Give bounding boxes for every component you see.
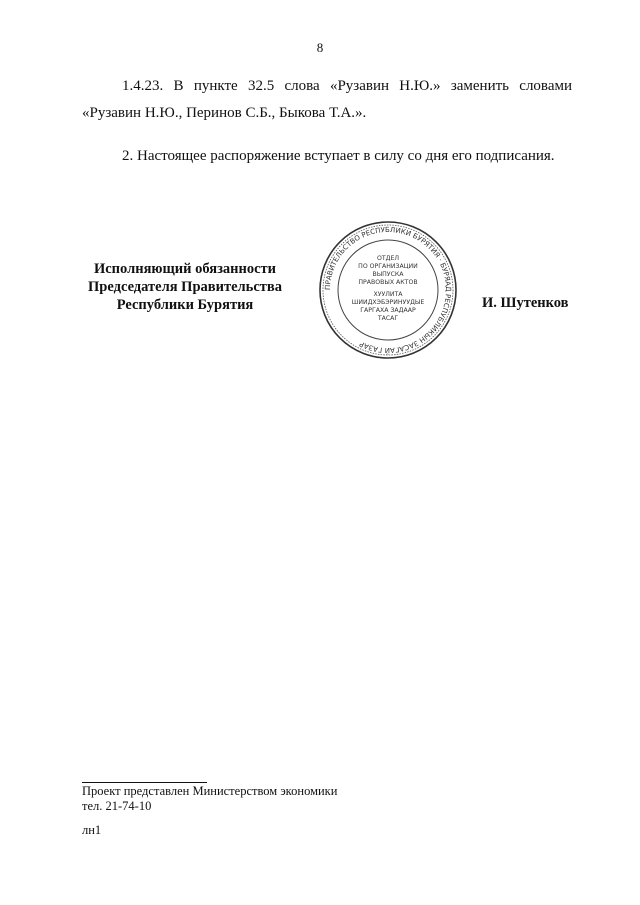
document-code: лн1	[82, 823, 102, 837]
seal-inner-line: ТАСАГ	[377, 315, 399, 322]
seal-inner-line: ХУУЛИТА	[373, 291, 403, 298]
signatory-title-line: Председателя Правительства	[88, 279, 282, 295]
paragraph-effective-date-text: 2. Настоящее распоряжение вступает в силу со дня его подписания.	[122, 148, 555, 164]
signatory-title-line: Исполняющий обязанности	[93, 261, 277, 277]
footnote-line: тел. 21-74-10	[82, 799, 152, 813]
footnote	[82, 784, 337, 814]
seal-inner-line: ГАРГАХА ЗАДААР	[360, 307, 416, 314]
signatory-title-line: Республики Бурятия	[116, 297, 254, 313]
seal-inner-line: ПРАВОВЫХ АКТОВ	[358, 279, 418, 286]
seal-inner-line: ПО ОРГАНИЗАЦИИ	[358, 263, 418, 270]
seal-inner-line: ВЫПУСКА	[372, 271, 404, 278]
footnote-divider	[82, 782, 207, 783]
signatory-title	[70, 260, 300, 314]
seal-outer-text: ПРАВИТЕЛЬСТВО РЕСПУБЛИКИ БУРЯТИЯ · БУРЯАД РЕСПУБЛИКЫН ЗАСАГАЙ ГАЗАР	[323, 225, 453, 355]
paragraph-amendment-text: 1.4.23. В пункте 32.5 слова «Рузавин Н.Ю.» заменить словами «Рузавин Н.Ю., Перинов С.Б., Быкова Т.А.».	[82, 78, 572, 121]
page-number: 8	[316, 40, 324, 55]
seal-inner-line: ОТДЕЛ	[376, 255, 400, 262]
official-seal-stamp	[318, 220, 458, 360]
seal-inner-line: ШИИДХЭБЭРИНУУДЫЕ	[351, 299, 425, 306]
paragraph-effective-date	[82, 143, 572, 170]
paragraph-amendment	[82, 73, 572, 127]
signer-name: И. Шутенков	[482, 295, 569, 311]
footnote-line: Проект представлен Министерством экономики	[82, 784, 338, 798]
